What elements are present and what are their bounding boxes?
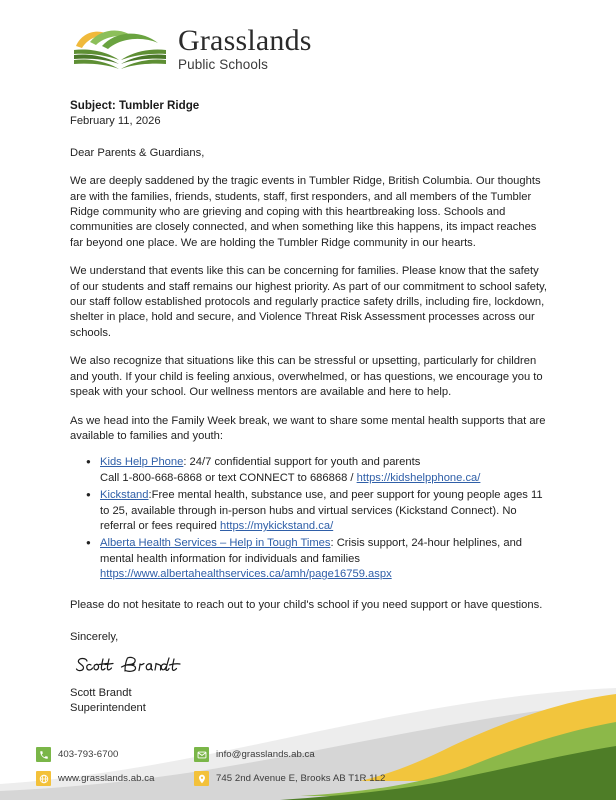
footer-website-text: www.grasslands.ab.ca — [58, 773, 155, 784]
alberta-health-services-link[interactable]: Alberta Health Services – Help in Tough Times — [100, 537, 331, 550]
letter-subject: Subject: Tumbler Ridge — [70, 99, 200, 112]
footer-email-text: info@grasslands.ab.ca — [216, 749, 315, 760]
list-item — [100, 536, 548, 582]
envelope-icon — [194, 747, 209, 762]
globe-icon — [36, 771, 51, 786]
kids-help-phone-link[interactable]: Kids Help Phone — [100, 456, 184, 469]
footer-phone-text: 403-793-6700 — [58, 749, 119, 760]
footer-contact-website — [36, 771, 176, 786]
footer-contact-phone — [36, 747, 176, 762]
letter-sincerely: Sincerely, — [70, 630, 119, 643]
list-item — [100, 488, 548, 534]
kickstand-description: :Free mental health, substance use, and peer support for young people ages 11 to 25, available through in-person hubs and virtual services (Kickstand Connect). No referral or fees required — [100, 489, 543, 532]
footer-contact-address — [194, 771, 516, 786]
kids-help-phone-description: : 24/7 confidential support for youth and parents — [183, 456, 421, 469]
alberta-health-services-description: : Crisis support, 24-hour helplines, and mental health information for individuals and families — [100, 537, 523, 565]
kids-help-phone-url-link[interactable]: https://kidshelpphone.ca/ — [356, 471, 481, 484]
list-item — [100, 455, 548, 486]
kickstand-link[interactable]: Kickstand — [100, 489, 149, 502]
mental-health-supports-list — [70, 455, 548, 582]
letter-body — [70, 98, 548, 716]
letter-paragraph-3: We also recognize that situations like this can be stressful or upsetting, particularly for children and youth. If your child is feeling anxious, overwhelmed, or has questions, we encourage you to speak with your school. Our wellness mentors are available and here to help. — [70, 355, 543, 399]
footer-contact-details — [36, 747, 516, 786]
organization-name: Grasslands — [178, 23, 312, 57]
letter-closing-paragraph: Please do not hesitate to reach out to your child's school if you need support or have questions. — [70, 598, 543, 611]
letterhead — [0, 0, 616, 92]
footer-contact-email — [194, 747, 516, 762]
letter-paragraph-4: As we head into the Family Week break, we want to share some mental health supports that are available to families and youth: — [70, 414, 546, 442]
letter-date: February 11, 2026 — [70, 115, 161, 128]
logo-wordmark — [178, 25, 312, 72]
signer-name: Scott Brandt — [70, 687, 132, 700]
phone-icon — [36, 747, 51, 762]
scott-brandt-signature-icon — [72, 654, 202, 680]
letter-paragraph-1: We are deeply saddened by the tragic events in Tumbler Ridge, British Columbia. Our thoughts are with the families, friends, students, staff, first responders, and all members of the Tumbler Ridge community who are grieving and coping with this heartbreaking loss. Schools and communities are closely connected, and when something like this happens, its impact reaches far beyond one place. We are holding the Tumbler Ridge community in our hearts. — [70, 175, 541, 249]
alberta-health-services-url-link[interactable]: https://www.albertahealthservices.ca/amh/page16759.aspx — [100, 568, 392, 581]
footer-address-text: 745 2nd Avenue E, Brooks AB T1R 1L2 — [216, 773, 386, 784]
letter-salutation: Dear Parents & Guardians, — [70, 146, 205, 159]
organization-subtitle: Public Schools — [178, 57, 268, 72]
grasslands-book-logo-icon — [72, 24, 168, 72]
signer-title: Superintendent — [70, 701, 146, 714]
kickstand-url-link[interactable]: https://mykickstand.ca/ — [220, 519, 334, 532]
organization-logo — [72, 24, 312, 72]
kids-help-phone-call-text: Call 1-800-668-6868 or text CONNECT to 686868 / — [100, 471, 357, 484]
location-pin-icon — [194, 771, 209, 786]
letter-paragraph-2: We understand that events like this can be concerning for families. Please know that the safety of our students and staff remains our highest priority. As part of our commitment to school safety, our staff follow established protocols and regularly practice safety drills, including fire, lockdown, shelter in place, hold and secure, and Violence Threat Risk Assessment processes across our schools. — [70, 265, 547, 339]
